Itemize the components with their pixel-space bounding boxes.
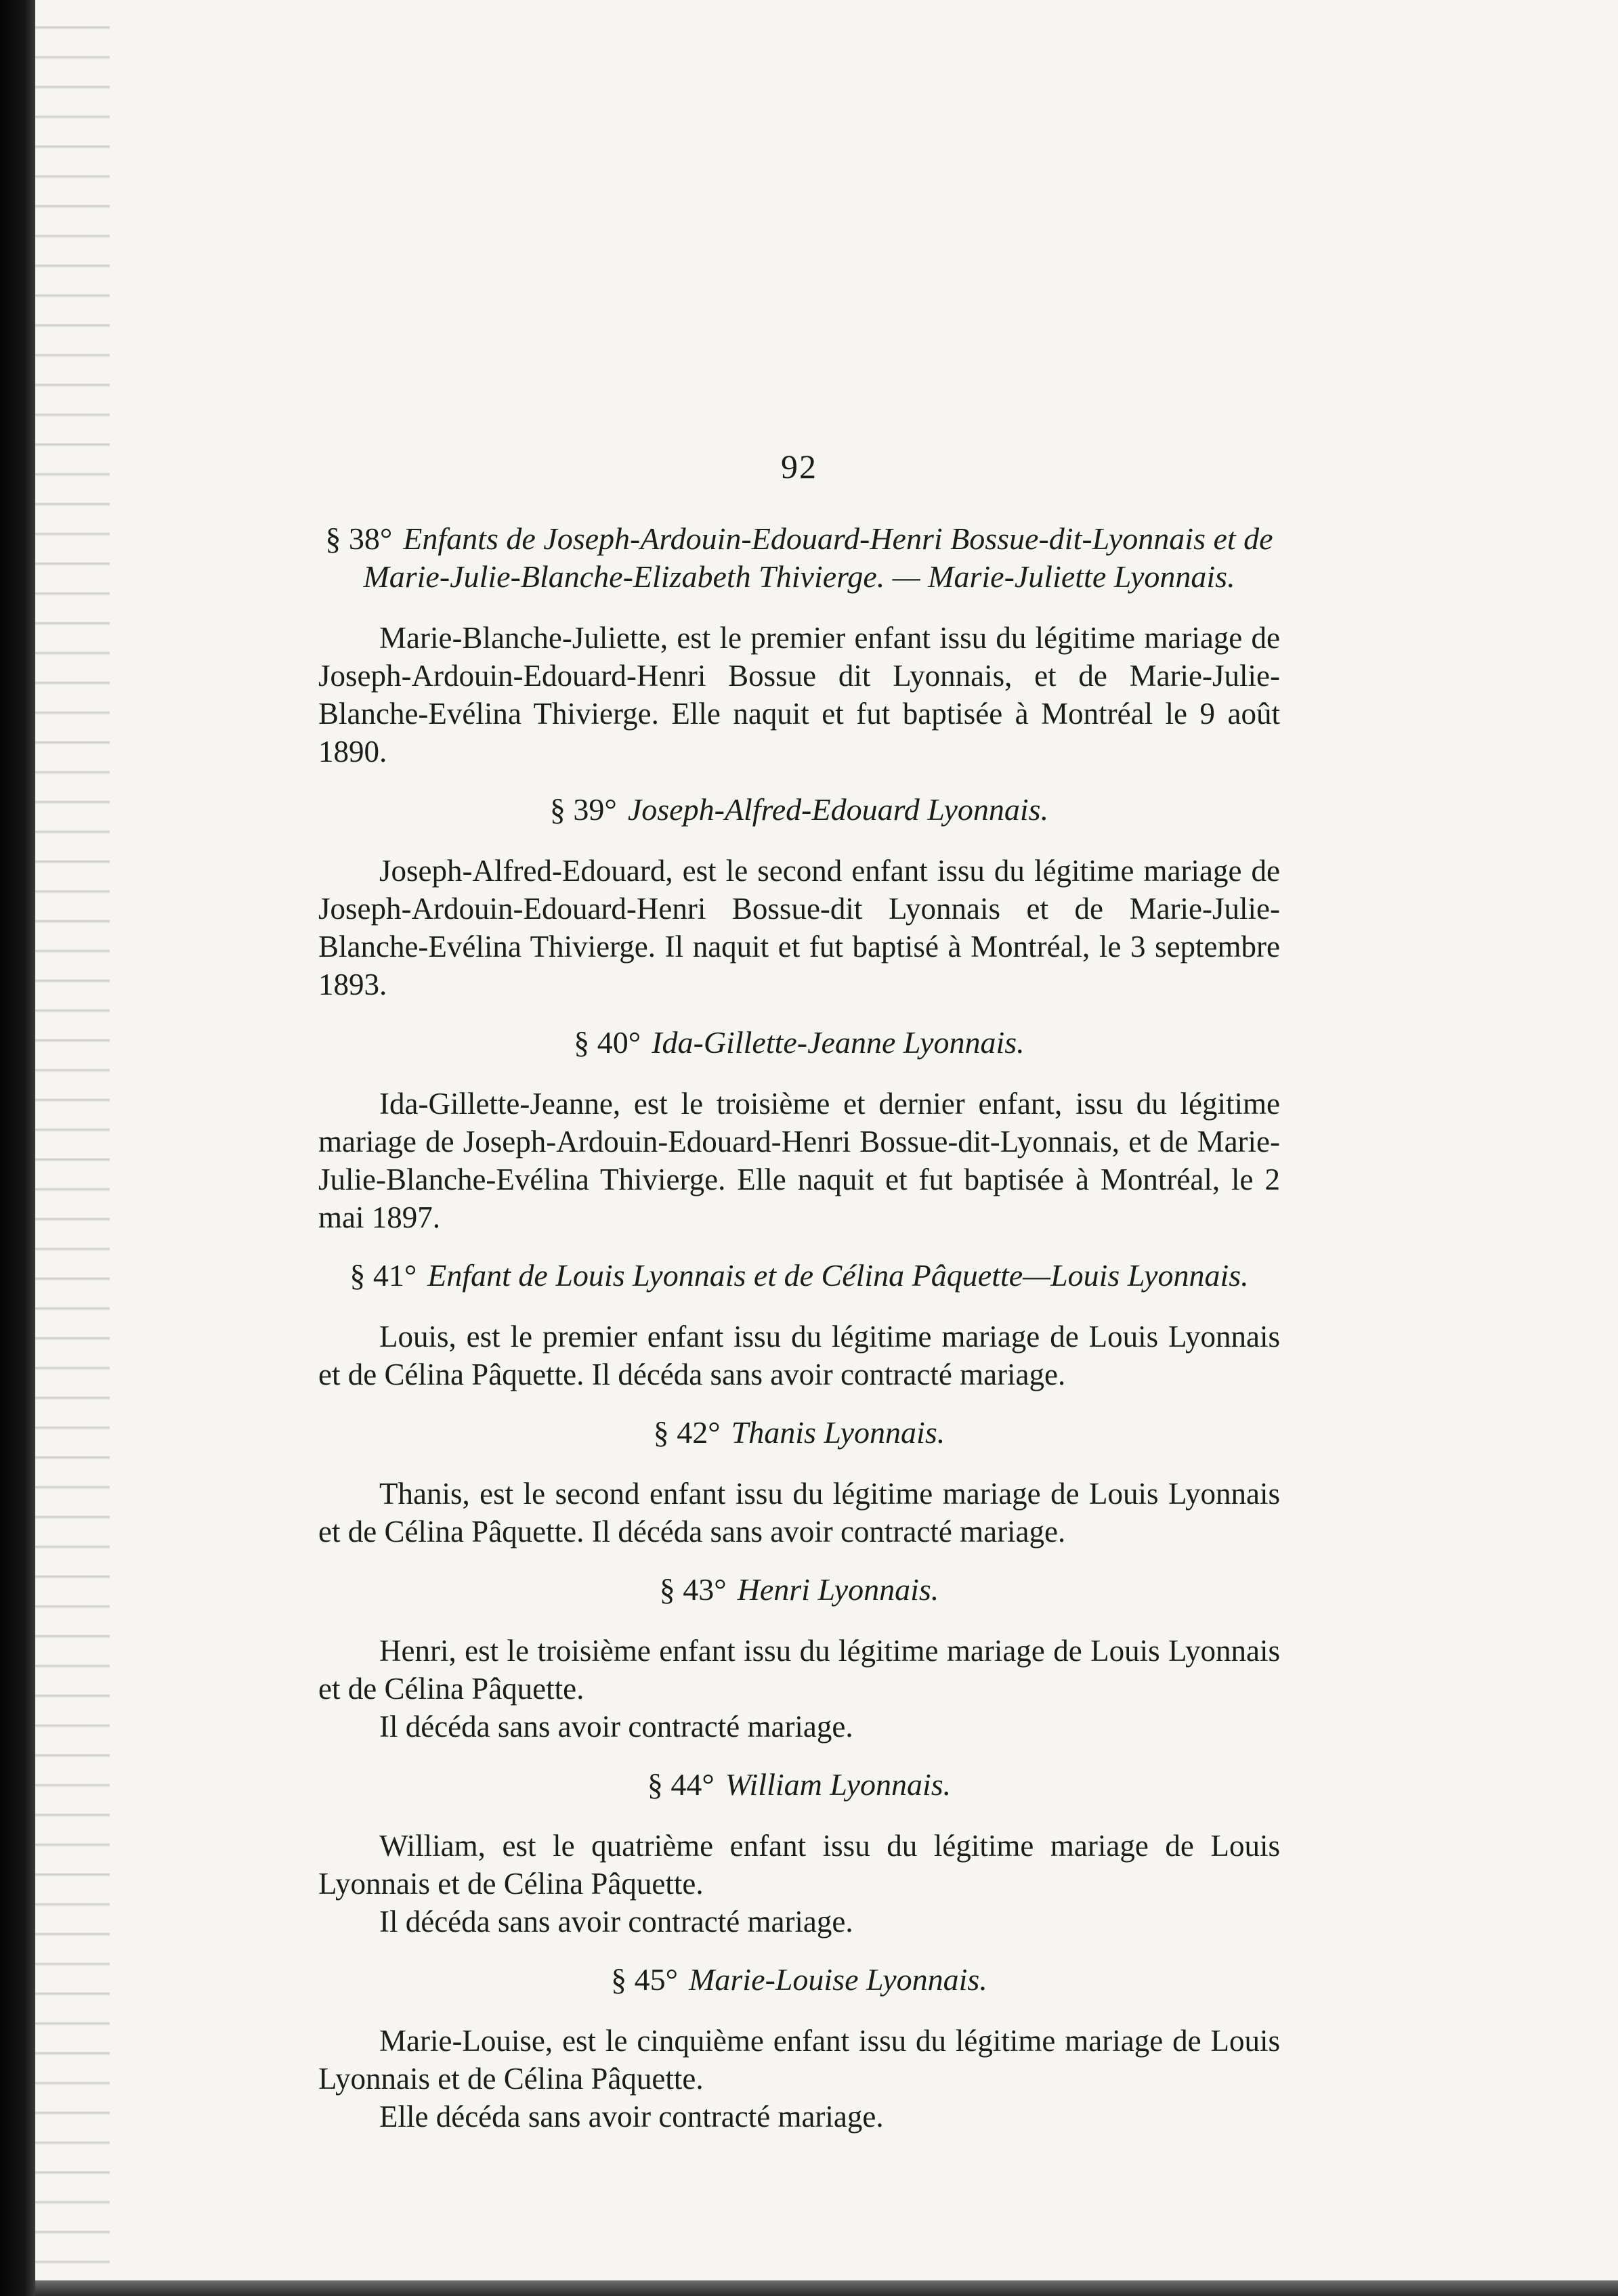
- section-paragraph: Louis, est le premier enfant issu du légitime mariage de Louis Lyonnais et de Célina Pâquette. Il décéda sans avoir contracté mariage.: [318, 1320, 1280, 1391]
- section-number: § 43°: [659, 1572, 727, 1607]
- section-title: Thanis Lyonnais.: [731, 1415, 945, 1450]
- section-number: § 41°: [349, 1258, 417, 1293]
- section-number: § 42°: [653, 1415, 721, 1450]
- section-title: Ida-Gillette-Jeanne Lyonnais.: [652, 1025, 1025, 1060]
- section-heading-45: [318, 1961, 1280, 1999]
- section-heading-42: [318, 1414, 1280, 1452]
- section-heading-41: [318, 1257, 1280, 1295]
- section-paragraph: Henri, est le troisième enfant issu du légitime mariage de Louis Lyonnais et de Célina Pâquette.: [318, 1634, 1280, 1706]
- section-paragraph: Il décéda sans avoir contracté mariage.: [379, 1710, 853, 1743]
- section-number: § 39°: [549, 792, 617, 827]
- section-title: Marie-Louise Lyonnais.: [689, 1962, 987, 1997]
- section-number: § 45°: [611, 1962, 679, 1997]
- section-number: § 44°: [647, 1767, 715, 1802]
- section-paragraph: Joseph-Alfred-Edouard, est le second enfant issu du légitime mariage de Joseph-Ardouin-Edouard-Henri Bossue-dit Lyonnais et de Marie-Julie-Blanche-Evélina Thivierge. Il naquit et fut baptisé à Montréal, le 3 septembre 1893.: [318, 854, 1280, 1001]
- section-paragraph: Marie-Louise, est le cinquième enfant issu du légitime mariage de Louis Lyonnais et de Célina Pâquette.: [318, 2024, 1280, 2096]
- section-title: Joseph-Alfred-Edouard Lyonnais.: [627, 792, 1049, 827]
- section-heading-44: [318, 1766, 1280, 1804]
- book-binding-shadow: [0, 0, 35, 2296]
- section-paragraph: Elle décéda sans avoir contracté mariage.: [379, 2100, 884, 2133]
- section-paragraph: Marie-Blanche-Juliette, est le premier enfant issu du légitime mariage de Joseph-Ardouin-Edouard-Henri Bossue dit Lyonnais, et de Marie-Julie-Blanche-Evélina Thivierge. Elle naquit et fut baptisée à Montréal le 9 août 1890.: [318, 621, 1280, 768]
- section-heading-40: [318, 1024, 1280, 1062]
- section-title: Enfant de Louis Lyonnais et de Célina Pâquette—Louis Lyonnais.: [427, 1258, 1249, 1293]
- section-heading-39: [318, 791, 1280, 829]
- section-title: Enfants de Joseph-Ardouin-Edouard-Henri Bossue-dit-Lyonnais et de Marie-Julie-Blanche-Elizabeth Thivierge. — Marie-Juliette Lyonnais.: [363, 521, 1273, 594]
- page-bottom-edge: [35, 2280, 1618, 2296]
- section-title: William Lyonnais.: [725, 1767, 952, 1802]
- section-paragraph: Il décéda sans avoir contracté mariage.: [379, 1905, 853, 1938]
- section-heading-43: [318, 1571, 1280, 1609]
- section-number: § 40°: [574, 1025, 641, 1060]
- section-paragraph: Ida-Gillette-Jeanne, est le troisième et dernier enfant, issu du légitime mariage de Joseph-Ardouin-Edouard-Henri Bossue-dit-Lyonnais, et de Marie-Julie-Blanche-Evélina Thivierge. Elle naquit et fut baptisée à Montréal, le 2 mai 1897.: [318, 1087, 1280, 1234]
- section-paragraph: William, est le quatrième enfant issu du légitime mariage de Louis Lyonnais et de Célina Pâquette.: [318, 1829, 1280, 1901]
- page-gutter: [35, 0, 110, 2296]
- book-page: [318, 447, 1280, 2156]
- section-heading-38: [318, 520, 1280, 596]
- section-title: Henri Lyonnais.: [737, 1572, 939, 1607]
- section-paragraph: Thanis, est le second enfant issu du légitime mariage de Louis Lyonnais et de Célina Pâquette. Il décéda sans avoir contracté mariage.: [318, 1477, 1280, 1548]
- section-number: § 38°: [325, 521, 393, 556]
- page-number: 92: [781, 448, 817, 485]
